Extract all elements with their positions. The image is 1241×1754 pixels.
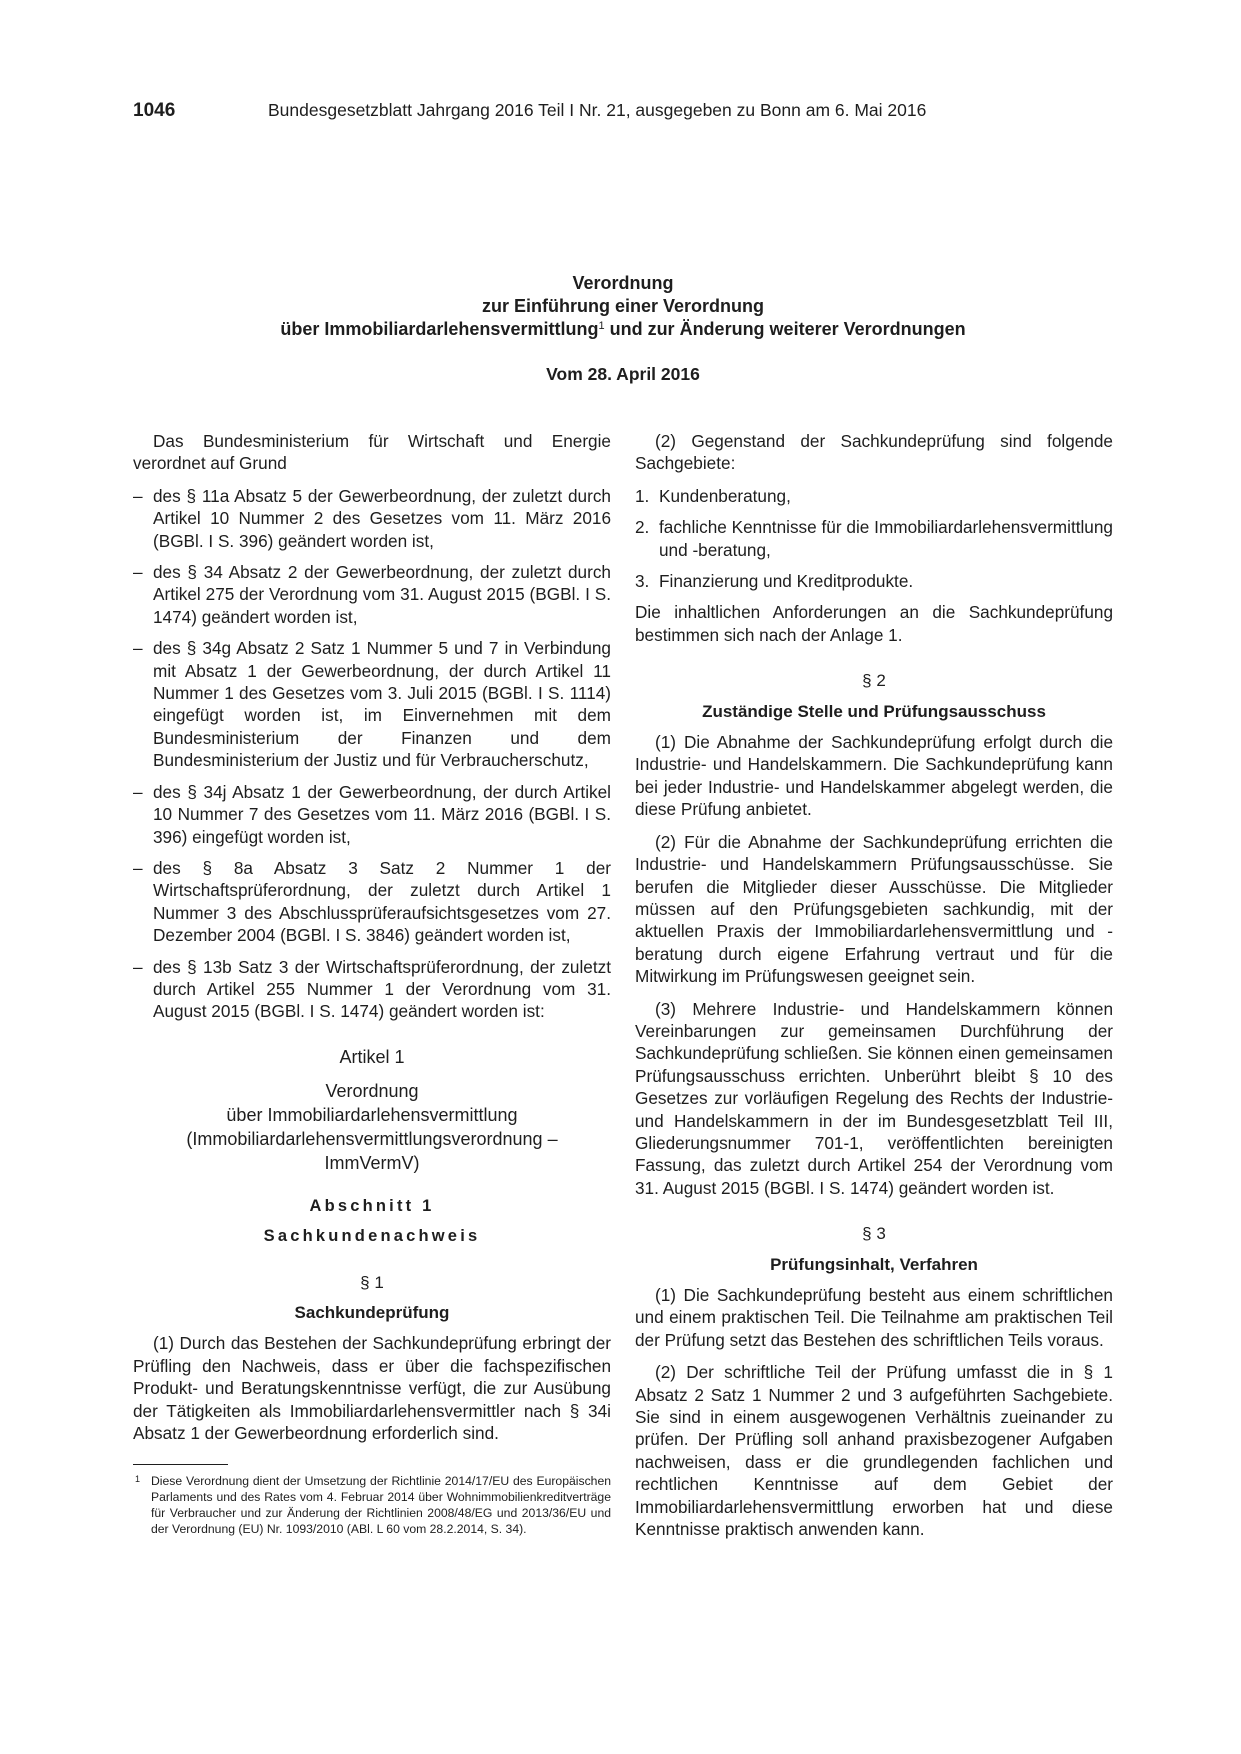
section-1-paragraph-1: (1) Durch das Bestehen der Sachkundeprüfung erbringt der Prüfling den Nachweis, dass er über die fachspezifischen Produkt- und Beratungskenntnisse verfügt, die zur Ausübung der Tätigkeiten als Immobiliardarlehensvermittler nach § 34i Absatz 1 der Gewerbeordnung erforderlich sind. xyxy=(133,1333,611,1443)
section-2-sign: § 2 xyxy=(862,671,886,691)
section-1-closing: Die inhaltlichen Anforderungen an die Sachkundeprüfung bestimmen sich nach der Anlage 1. xyxy=(635,602,1113,645)
legal-basis-text: des § 34 Absatz 2 der Gewerbeordnung, der zuletzt durch Artikel 275 der Verordnung vom 31. August 2015 (BGBl. I S. 1474) geändert worden ist, xyxy=(153,562,611,627)
section-3-title: Prüfungsinhalt, Verfahren xyxy=(770,1254,978,1274)
right-column xyxy=(635,430,1113,1550)
title-line-1: Verordnung xyxy=(572,273,674,293)
number-mark: 2. xyxy=(635,517,650,538)
dash-mark: – xyxy=(133,638,143,659)
dash-mark: – xyxy=(133,956,143,977)
footnote-text: Diese Verordnung dient der Umsetzung der Richtlinie 2014/17/EU des Europäischen Parlaments und des Rates vom 4. Februar 2014 über Wohnimmobilienkreditverträge für Verbraucher und zur Änderung der Richtlinien 2008/48/EG und 2013/36/EU und der Verordnung (EU) Nr. 1093/2010 (ABl. L 60 vom 28.2.2014, S. 34). xyxy=(151,1474,611,1537)
legal-basis-item xyxy=(133,561,611,628)
subject-text: Kundenberatung, xyxy=(659,485,791,506)
dash-mark: – xyxy=(133,781,143,802)
subject-item xyxy=(635,485,1113,507)
legal-basis-list xyxy=(133,485,611,1023)
footnote xyxy=(133,1473,611,1537)
artikel-title-line-4: ImmVermV) xyxy=(324,1152,420,1173)
legal-basis-item xyxy=(133,956,611,1023)
page-number: 1046 xyxy=(133,100,176,121)
title-line-3-part-1: über Immobiliardarlehensvermittlung xyxy=(280,319,599,339)
footnote-reference: 1 xyxy=(598,320,605,332)
dash-mark: – xyxy=(133,562,143,583)
section-2-paragraph-3: (3) Mehrere Industrie- und Handelskammern können Vereinbarungen zur gemeinsamen Durchführung der Sachkundeprüfung schließen. Sie können einen gemeinsamen Prüfungsausschuss errichten. Unberührt bleibt § 10 des Gesetzes zur vorläufigen Regelung des Rechts der Industrie- und Handelskammern in der im Bundesgesetzblatt Teil III, Gliederungsnummer 701-1, veröffentlichten bereinigten Fassung, das zuletzt durch Artikel 254 der Verordnung vom 31. August 2015 (BGBl. I S. 1474) geändert worden ist. xyxy=(635,998,1113,1198)
artikel-title-line-3: (Immobiliardarlehensvermittlungsverordnung – xyxy=(186,1128,558,1149)
subject-item xyxy=(635,516,1113,561)
legal-basis-item xyxy=(133,857,611,947)
footnote-divider xyxy=(133,1464,228,1465)
left-column xyxy=(133,430,611,1537)
section-2-paragraph-2: (2) Für die Abnahme der Sachkundeprüfung errichten die Industrie- und Handelskammern Prüfungsausschüsse. Sie berufen die Mitglieder dieser Ausschüsse. Die Mitglieder müssen auf den Prüfungsgebieten sachkundig, mit der aktuellen Praxis der Immobiliardarlehensvermittlung und -beratung durch eigene Erfahrung vertraut und für die Mitwirkung im Prüfungswesen geeignet sein. xyxy=(635,831,1113,987)
subject-text: Finanzierung und Kreditprodukte. xyxy=(659,571,914,592)
section-3-paragraph-2: (2) Der schriftliche Teil der Prüfung umfasst die in § 1 Absatz 2 Satz 1 Nummer 2 und 3 aufgeführten Sachgebiete. Sie sind in einem ausgewogenen Verhältnis zueinander zu prüfen. Der Prüfling soll anhand praxisbezogener Aufgaben nachweisen, dass er die grundlegenden fachlichen und rechtlichen Kenntnisse auf dem Gebiet der Immobiliardarlehensvermittlung erworben hat und diese Kenntnisse praktisch anwenden kann. xyxy=(635,1362,1113,1540)
title-line-3-part-2: und zur Änderung weiterer Verordnungen xyxy=(604,319,966,339)
section-3-paragraph-1: (1) Die Sachkundeprüfung besteht aus einem schriftlichen und einem praktischen Teil. Die Teilnahme am praktischen Teil der Prüfung setzt das Bestehen des schriftlichen Teils voraus. xyxy=(635,1285,1113,1350)
intro-paragraph: Das Bundesministerium für Wirtschaft und Energie verordnet auf Grund xyxy=(133,431,611,474)
legal-basis-item xyxy=(133,485,611,552)
abschnitt-title: Sachkundenachweis xyxy=(263,1227,481,1246)
legal-basis-text: des § 34g Absatz 2 Satz 1 Nummer 5 und 7 in Verbindung mit Absatz 1 der Gewerbeordnung, der durch Artikel 11 Nummer 1 des Gesetzes vom 3. Juli 2015 (BGBl. I S. 1114) eingefügt worden ist, im Einvernehmen mit dem Bundesministerium der Finanzen und dem Bundesministerium der Justiz und für Verbraucherschutz, xyxy=(153,638,611,771)
subject-item xyxy=(635,570,1113,592)
title-line-3 xyxy=(133,318,1113,341)
legal-basis-text: des § 34j Absatz 1 der Gewerbeordnung, der durch Artikel 10 Nummer 7 des Gesetzes vom 11. März 2016 (BGBl. I S. 396) eingefügt worden ist, xyxy=(153,781,611,847)
document-title xyxy=(133,272,1113,341)
number-mark: 3. xyxy=(635,571,650,592)
footnote-mark: 1 xyxy=(135,1474,141,1485)
legal-basis-item xyxy=(133,781,611,848)
legal-basis-text: des § 13b Satz 3 der Wirtschaftsprüferordnung, der zuletzt durch Artikel 255 Nummer 1 der Verordnung vom 31. August 2015 (BGBl. I S. 1474) geändert worden ist: xyxy=(153,956,611,1022)
legal-basis-text: des § 8a Absatz 3 Satz 2 Nummer 1 der Wirtschaftsprüferordnung, der zuletzt durch Artikel 1 Nummer 3 des Abschlussprüferaufsichtsgesetzes vom 27. Dezember 2004 (BGBl. I S. 3846) geändert worden ist, xyxy=(153,857,611,946)
section-2-title: Zuständige Stelle und Prüfungsausschuss xyxy=(702,701,1046,721)
dash-mark: – xyxy=(133,485,143,506)
legal-basis-item xyxy=(133,637,611,771)
section-1-sign: § 1 xyxy=(360,1272,384,1292)
dash-mark: – xyxy=(133,857,143,878)
section-3-sign: § 3 xyxy=(862,1224,886,1244)
section-2-paragraph-1: (1) Die Abnahme der Sachkundeprüfung erfolgt durch die Industrie- und Handelskammern. Die Sachkundeprüfung kann bei jeder Industrie- und Handelskammer abgelegt werden, die diese Prüfung anbietet. xyxy=(635,732,1113,820)
section-1-paragraph-2: (2) Gegenstand der Sachkundeprüfung sind folgende Sachgebiete: xyxy=(635,431,1113,474)
number-mark: 1. xyxy=(635,485,650,506)
artikel-heading: Artikel 1 xyxy=(339,1046,405,1067)
section-1-title: Sachkundeprüfung xyxy=(294,1302,450,1322)
subject-list xyxy=(635,485,1113,593)
artikel-title-line-1: Verordnung xyxy=(325,1080,419,1101)
running-header xyxy=(133,100,1113,126)
running-head: Bundesgesetzblatt Jahrgang 2016 Teil I Nr. 21, ausgegeben zu Bonn am 6. Mai 2016 xyxy=(268,100,927,120)
abschnitt-label: Abschnitt 1 xyxy=(309,1196,435,1215)
document-date: Vom 28. April 2016 xyxy=(546,364,700,384)
legal-basis-text: des § 11a Absatz 5 der Gewerbeordnung, der zuletzt durch Artikel 10 Nummer 2 des Gesetzes vom 11. März 2016 (BGBl. I S. 396) geändert worden ist, xyxy=(153,485,611,551)
artikel-title xyxy=(133,1079,611,1175)
subject-text: fachliche Kenntnisse für die Immobiliardarlehensvermittlung und -beratung, xyxy=(659,517,1113,560)
title-line-2: zur Einführung einer Verordnung xyxy=(481,296,764,316)
artikel-title-line-2: über Immobiliardarlehensvermittlung xyxy=(226,1104,518,1125)
